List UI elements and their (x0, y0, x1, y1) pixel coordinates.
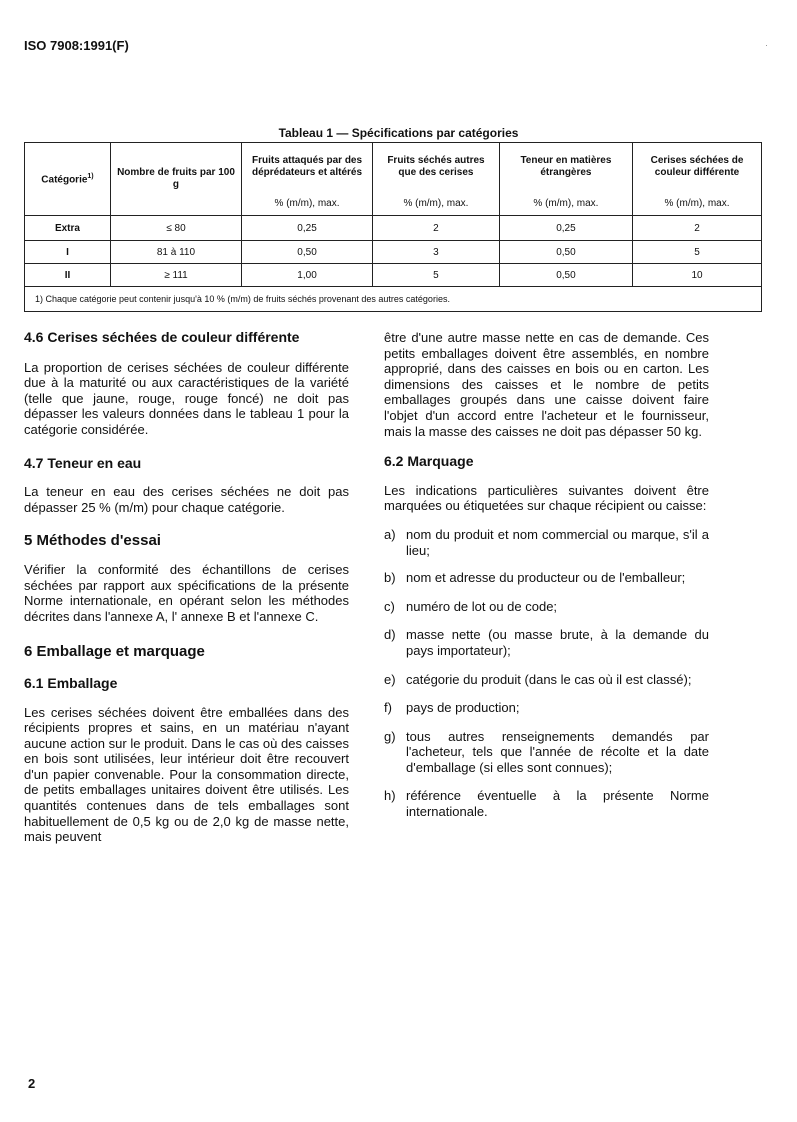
table-row (25, 241, 762, 264)
section-5-title: 5 Méthodes d'essai (24, 532, 161, 550)
table-cell: ≤ 80 (110, 216, 241, 241)
list-text: référence éventuelle à la présente Norme internationale. (406, 788, 709, 820)
unit-cell: % (m/m), max. (242, 191, 373, 216)
left-column (24, 330, 349, 845)
list-item (384, 570, 709, 586)
page-number: 2 (28, 1076, 36, 1091)
list-marker: g) (384, 728, 396, 744)
list-item (384, 700, 709, 716)
table-cell: 5 (633, 241, 762, 264)
list-marker: d) (384, 627, 396, 643)
header-category: Catégorie$^{1)}$ (25, 143, 111, 216)
list-text: catégorie du produit (dans le cas où il est classé); (406, 671, 692, 687)
table-cell: 5 (373, 264, 500, 287)
table-cell: 0,50 (499, 241, 632, 264)
table-cell: 10 (633, 264, 762, 287)
list-marker: e) (384, 671, 396, 687)
table-cell: Extra (25, 216, 111, 241)
margin-mark: · (765, 40, 768, 50)
specifications-table (24, 142, 762, 312)
right-column (384, 330, 709, 820)
table-cell: 0,50 (242, 241, 373, 264)
header-other-colour: Cerises séchées de couleur différente (633, 143, 762, 192)
table-cell: 81 à 110 (110, 241, 241, 264)
list-marker: c) (384, 598, 395, 614)
table-cell: 1,00 (242, 264, 373, 287)
table-cell: I (25, 241, 111, 264)
section-6-2-title: 6.2 Marquage (384, 453, 474, 470)
section-6-1-continued: être d'une autre masse nette en cas de demande. Ces petits emballages doivent être assemblés, en nombre approprié, dans des caisses en bois ou en carton. Les dimensions des caisses et le nombre de petits emballages groupés dans une caisse doivent faire l'objet d'un accord entre l'acheteur et le fournisseur, mais la masse des caisses ne doit pas dépasser 50 kg. (384, 330, 709, 439)
table-footnote: 1) Chaque catégorie peut contenir jusqu'à 10 % (m/m) de fruits séchés provenant des autres catégories. (25, 287, 762, 312)
list-text: nom du produit et nom commercial ou marque, s'il a lieu; (406, 526, 709, 558)
section-4-7-title: 4.7 Teneur en eau (24, 454, 142, 471)
section-6-title: 6 Emballage et marquage (24, 643, 205, 661)
list-item (384, 672, 709, 688)
table-cell: 2 (373, 216, 500, 241)
unit-cell: % (m/m), max. (373, 191, 500, 216)
table-header-row (25, 143, 762, 192)
section-4-6-text: La proportion de cerises séchées de couleur différente due à la maturité ou aux caractéristiques de la variété (telle que jaune, rouge, rouge foncé) ne doit pas dépasser les valeurs données dans le tableau 1 pour la catégorie considérée. (24, 359, 349, 437)
table-cell: II (25, 264, 111, 287)
header-fruit-count: Nombre de fruits par 100 g (110, 143, 241, 216)
header-foreign-matter: Teneur en matières étrangères (499, 143, 632, 192)
unit-cell: % (m/m), max. (499, 191, 632, 216)
list-item (384, 788, 709, 819)
document-header: ISO 7908:1991(F) (24, 38, 129, 53)
list-marker: b) (384, 570, 396, 586)
list-item (384, 599, 709, 615)
table-cell: 0,50 (499, 264, 632, 287)
section-4-6-title: 4.6 Cerises séchées de couleur différente (24, 329, 300, 345)
section-6-2-intro: Les indications particulières suivantes doivent être marquées ou étiquetées sur chaque récipient ou caisse: (384, 482, 709, 514)
section-5-text: Vérifier la conformité des échantillons de cerises séchées par rapport aux spécifications de la présente Norme internationale, en opérant selon les méthodes décrites dans l'annexe A, l' annexe B et l'annexe C. (24, 561, 349, 624)
list-item (384, 729, 709, 776)
table-row (25, 264, 762, 287)
list-item (384, 627, 709, 658)
list-text: masse nette (ou masse brute, à la demande du pays importateur); (406, 627, 709, 658)
header-other-fruits: Fruits séchés autres que des cerises (373, 143, 500, 192)
table-caption: Tableau 1 — Spécifications par catégories (278, 126, 519, 140)
list-text: pays de production; (406, 700, 520, 716)
table-row (25, 216, 762, 241)
list-marker: h) (384, 788, 396, 804)
list-marker: a) (384, 526, 396, 542)
section-4-7-text: La teneur en eau des cerises séchées ne doit pas dépasser 25 % (m/m) pour chaque catégorie. (24, 484, 349, 515)
list-marker: f) (384, 700, 392, 716)
list-text: numéro de lot ou de code; (406, 598, 558, 614)
header-attacked: Fruits attaqués par des déprédateurs et altérés (242, 143, 373, 192)
table-cell: 2 (633, 216, 762, 241)
table-cell: 0,25 (242, 216, 373, 241)
table-cell: 0,25 (499, 216, 632, 241)
section-6-1-title: 6.1 Emballage (24, 674, 118, 691)
list-text: nom et adresse du producteur ou de l'emballeur; (406, 570, 686, 586)
list-item (384, 527, 709, 558)
table-footnote-row (25, 287, 762, 312)
table-cell: 3 (373, 241, 500, 264)
list-text: tous autres renseignements demandés par l'acheteur, tels que l'année de récolte et la date d'emballage (si elles sont connues); (406, 728, 709, 775)
section-6-1-text: Les cerises séchées doivent être emballées dans des récipients propres et sains, en un matériau n'ayant aucune action sur le produit. Dans le cas où des caisses en bois sont utilisées, leur intérieur doit être recouvert d'un papier convenable. Pour la consommation directe, de petits emballages unitaires doivent être utilisés. Les quantités contenues dans de tels emballages sont habituellement de 0,5 kg ou de 2,0 kg de masse nette, mais peuvent (24, 704, 349, 845)
table-cell: ≥ 111 (110, 264, 241, 287)
unit-cell: % (m/m), max. (633, 191, 762, 216)
